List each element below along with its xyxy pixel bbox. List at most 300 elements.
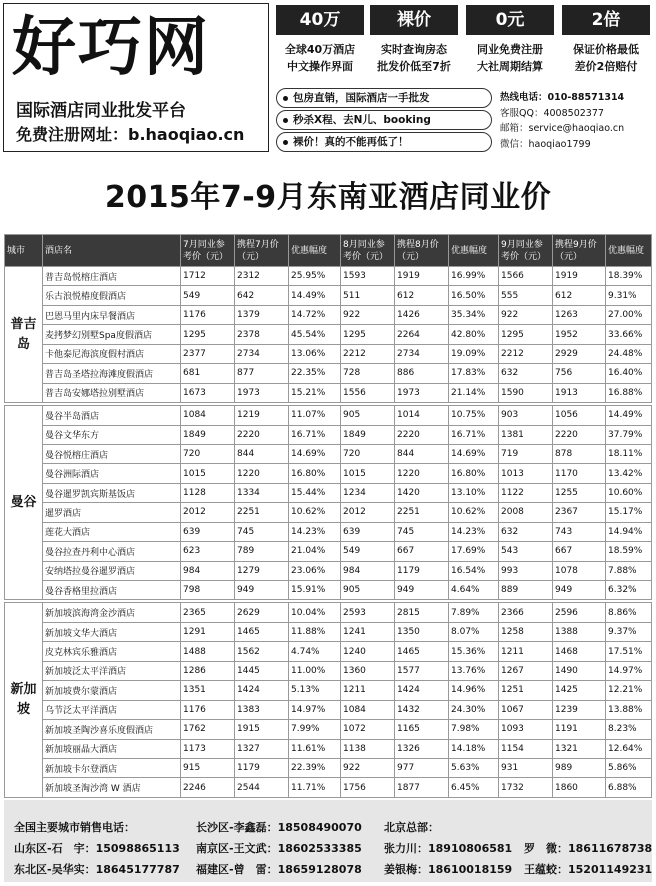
bullet-dot-icon bbox=[283, 96, 288, 101]
price-cell: 14.72% bbox=[289, 305, 341, 324]
register-url[interactable]: 免费注册网址：b.haoqiao.cn bbox=[16, 125, 245, 144]
table-row bbox=[5, 720, 652, 739]
price-cell: 1219 bbox=[235, 406, 289, 425]
price-cell: 11.61% bbox=[289, 739, 341, 758]
footer-contact: 山东区-石 宇：15098865113 bbox=[14, 842, 180, 855]
feature-block-4 bbox=[562, 5, 650, 75]
price-cell: 1128 bbox=[181, 483, 235, 502]
price-cell: 1490 bbox=[553, 661, 606, 680]
price-cell: 14.97% bbox=[289, 700, 341, 719]
hotel-name-cell: 曼谷香格里拉酒店 bbox=[43, 581, 181, 600]
column-header: 酒店名 bbox=[43, 235, 181, 267]
price-cell: 35.34% bbox=[449, 305, 499, 324]
hotel-name-cell: 曼谷拉查丹利中心酒店 bbox=[43, 542, 181, 561]
price-cell: 1321 bbox=[553, 739, 606, 758]
price-cell: 1360 bbox=[341, 661, 395, 680]
price-cell: 1176 bbox=[181, 700, 235, 719]
price-cell: 1211 bbox=[499, 642, 553, 661]
price-cell: 1424 bbox=[395, 681, 449, 700]
price-cell: 2596 bbox=[553, 603, 606, 622]
price-cell: 1093 bbox=[499, 720, 553, 739]
price-cell: 1383 bbox=[235, 700, 289, 719]
sales-footer bbox=[4, 800, 652, 882]
price-cell: 1170 bbox=[553, 464, 606, 483]
table-header-row bbox=[5, 235, 652, 267]
price-cell: 667 bbox=[553, 542, 606, 561]
price-cell: 37.79% bbox=[606, 425, 652, 444]
price-cell: 2629 bbox=[235, 603, 289, 622]
price-cell: 9.37% bbox=[606, 622, 652, 641]
table-body bbox=[5, 267, 652, 798]
footer-title: 全国主要城市销售电话： bbox=[14, 821, 135, 834]
price-cell: 9.31% bbox=[606, 286, 652, 305]
service-qq: 客服QQ：4008502377 bbox=[500, 107, 604, 119]
price-cell: 1067 bbox=[499, 700, 553, 719]
price-cell: 4.74% bbox=[289, 642, 341, 661]
hotel-name-cell: 安纳塔拉曼谷暹罗酒店 bbox=[43, 561, 181, 580]
hotel-name-cell: 曼谷文华东方 bbox=[43, 425, 181, 444]
price-cell: 922 bbox=[341, 758, 395, 777]
footer-contact: 姜银梅：18610018159 bbox=[384, 863, 513, 876]
feature-line: 全球40万酒店 bbox=[284, 43, 356, 56]
price-cell: 14.94% bbox=[606, 522, 652, 541]
hotel-name-cell: 普吉岛安娜塔拉别墅酒店 bbox=[43, 383, 181, 402]
price-cell: 1179 bbox=[395, 561, 449, 580]
price-cell: 1577 bbox=[395, 661, 449, 680]
footer-contact: 长沙区-李鑫磊：18508490070 bbox=[196, 821, 362, 834]
table-row bbox=[5, 542, 652, 561]
hotel-name-cell: 暹罗酒店 bbox=[43, 503, 181, 522]
price-cell: 931 bbox=[499, 758, 553, 777]
price-cell: 1220 bbox=[235, 464, 289, 483]
price-cell: 1173 bbox=[181, 739, 235, 758]
price-cell: 2815 bbox=[395, 603, 449, 622]
price-cell: 1286 bbox=[181, 661, 235, 680]
price-cell: 14.23% bbox=[289, 522, 341, 541]
price-cell: 5.86% bbox=[606, 758, 652, 777]
price-cell: 17.83% bbox=[449, 364, 499, 383]
price-cell: 1295 bbox=[341, 325, 395, 344]
price-cell: 15.36% bbox=[449, 642, 499, 661]
hotel-name-cell: 曼谷洲际酒店 bbox=[43, 464, 181, 483]
footer-contact: 王蕴蛟：15201149231 bbox=[524, 863, 653, 876]
price-cell: 1952 bbox=[553, 325, 606, 344]
price-cell: 632 bbox=[499, 522, 553, 541]
promo-text: 秒杀X程、去N儿、booking bbox=[293, 114, 431, 126]
column-header: 9月同业参考价（元） bbox=[499, 235, 553, 267]
price-cell: 2264 bbox=[395, 325, 449, 344]
table-row bbox=[5, 267, 652, 286]
price-cell: 1072 bbox=[341, 720, 395, 739]
price-cell: 1295 bbox=[499, 325, 553, 344]
price-cell: 1350 bbox=[395, 622, 449, 641]
column-header: 携程9月价（元） bbox=[553, 235, 606, 267]
hotel-name-cell: 曼谷半岛酒店 bbox=[43, 406, 181, 425]
price-cell: 13.06% bbox=[289, 344, 341, 363]
price-cell: 14.18% bbox=[449, 739, 499, 758]
price-cell: 5.13% bbox=[289, 681, 341, 700]
price-cell: 789 bbox=[235, 542, 289, 561]
bullet-dot-icon bbox=[283, 140, 288, 145]
price-cell: 667 bbox=[395, 542, 449, 561]
price-cell: 11.00% bbox=[289, 661, 341, 680]
service-email[interactable]: 邮箱：service@haoqiao.cn bbox=[500, 123, 625, 134]
price-cell: 623 bbox=[181, 542, 235, 561]
price-cell: 612 bbox=[553, 286, 606, 305]
price-cell: 1915 bbox=[235, 720, 289, 739]
price-cell: 1593 bbox=[341, 267, 395, 286]
price-cell: 1291 bbox=[181, 622, 235, 641]
price-cell: 21.14% bbox=[449, 383, 499, 402]
price-cell: 1849 bbox=[341, 425, 395, 444]
table-row bbox=[5, 383, 652, 402]
column-header: 携程8月价（元） bbox=[395, 235, 449, 267]
price-cell: 1326 bbox=[395, 739, 449, 758]
price-cell: 905 bbox=[341, 406, 395, 425]
table-row bbox=[5, 325, 652, 344]
price-cell: 984 bbox=[341, 561, 395, 580]
price-cell: 2593 bbox=[341, 603, 395, 622]
promo-bullet bbox=[276, 110, 492, 130]
promo-text: 包房直销，国际酒店一手批发 bbox=[293, 92, 430, 104]
footer-contact: 福建区-曾 雷：18659128078 bbox=[196, 863, 362, 876]
price-cell: 1234 bbox=[341, 483, 395, 502]
city-cell: 新加坡 bbox=[5, 603, 43, 797]
price-cell: 756 bbox=[553, 364, 606, 383]
price-cell: 889 bbox=[499, 581, 553, 600]
price-cell: 1334 bbox=[235, 483, 289, 502]
price-cell: 33.66% bbox=[606, 325, 652, 344]
price-cell: 1973 bbox=[235, 383, 289, 402]
price-cell: 1913 bbox=[553, 383, 606, 402]
price-cell: 2220 bbox=[235, 425, 289, 444]
price-cell: 15.91% bbox=[289, 581, 341, 600]
price-cell: 8.23% bbox=[606, 720, 652, 739]
price-cell: 720 bbox=[341, 444, 395, 463]
price-cell: 14.23% bbox=[449, 522, 499, 541]
price-cell: 16.99% bbox=[449, 267, 499, 286]
price-cell: 14.69% bbox=[289, 444, 341, 463]
price-cell: 2246 bbox=[181, 778, 235, 797]
price-cell: 639 bbox=[341, 522, 395, 541]
price-cell: 2212 bbox=[499, 344, 553, 363]
price-cell: 745 bbox=[395, 522, 449, 541]
price-cell: 11.07% bbox=[289, 406, 341, 425]
platform-subtitle: 国际酒店同业批发平台 bbox=[16, 101, 186, 121]
price-cell: 23.06% bbox=[289, 561, 341, 580]
price-cell: 1239 bbox=[553, 700, 606, 719]
price-cell: 1015 bbox=[181, 464, 235, 483]
price-cell: 1732 bbox=[499, 778, 553, 797]
hotel-name-cell: 曼谷暹罗凯宾斯基饭店 bbox=[43, 483, 181, 502]
price-cell: 1220 bbox=[395, 464, 449, 483]
table-row bbox=[5, 581, 652, 600]
price-cell: 1919 bbox=[553, 267, 606, 286]
hotel-name-cell: 普吉岛悦榕庄酒店 bbox=[43, 267, 181, 286]
price-cell: 18.39% bbox=[606, 267, 652, 286]
hotel-name-cell: 新加坡丽晶大酒店 bbox=[43, 739, 181, 758]
price-cell: 2366 bbox=[499, 603, 553, 622]
price-cell: 719 bbox=[499, 444, 553, 463]
footer-contact: 张力川：18910806581 bbox=[384, 842, 513, 855]
price-cell: 1179 bbox=[235, 758, 289, 777]
price-cell: 16.80% bbox=[449, 464, 499, 483]
price-cell: 612 bbox=[395, 286, 449, 305]
price-cell: 728 bbox=[341, 364, 395, 383]
price-cell: 1138 bbox=[341, 739, 395, 758]
table-row bbox=[5, 622, 652, 641]
price-cell: 2734 bbox=[395, 344, 449, 363]
price-cell: 1877 bbox=[395, 778, 449, 797]
footer-contact: 南京区-王文武：18602533385 bbox=[196, 842, 362, 855]
price-cell: 1424 bbox=[235, 681, 289, 700]
feature-head: 2倍 bbox=[562, 5, 650, 35]
hotel-name-cell: 新加坡滨海湾金沙酒店 bbox=[43, 603, 181, 622]
price-cell: 17.51% bbox=[606, 642, 652, 661]
hotel-name-cell: 乌节泛太平洋酒店 bbox=[43, 700, 181, 719]
price-cell: 2378 bbox=[235, 325, 289, 344]
price-cell: 1327 bbox=[235, 739, 289, 758]
price-cell: 1566 bbox=[499, 267, 553, 286]
price-cell: 1351 bbox=[181, 681, 235, 700]
price-cell: 1015 bbox=[341, 464, 395, 483]
price-cell: 16.71% bbox=[449, 425, 499, 444]
price-cell: 555 bbox=[499, 286, 553, 305]
feature-line: 差价2倍赔付 bbox=[574, 60, 638, 73]
price-cell: 2251 bbox=[395, 503, 449, 522]
price-cell: 2212 bbox=[341, 344, 395, 363]
price-cell: 7.89% bbox=[449, 603, 499, 622]
promo-text: 裸价！真的不能再低了！ bbox=[293, 136, 409, 148]
price-cell: 8.07% bbox=[449, 622, 499, 641]
price-cell: 15.17% bbox=[606, 503, 652, 522]
price-cell: 1432 bbox=[395, 700, 449, 719]
table-row bbox=[5, 561, 652, 580]
price-cell: 905 bbox=[341, 581, 395, 600]
price-cell: 1255 bbox=[553, 483, 606, 502]
hotel-name-cell: 新加坡文华大酒店 bbox=[43, 622, 181, 641]
price-cell: 10.75% bbox=[449, 406, 499, 425]
price-cell: 877 bbox=[235, 364, 289, 383]
price-cell: 2377 bbox=[181, 344, 235, 363]
price-cell: 984 bbox=[181, 561, 235, 580]
price-cell: 5.63% bbox=[449, 758, 499, 777]
price-cell: 6.88% bbox=[606, 778, 652, 797]
price-cell: 1590 bbox=[499, 383, 553, 402]
table-row bbox=[5, 444, 652, 463]
price-cell: 4.64% bbox=[449, 581, 499, 600]
bullet-dot-icon bbox=[283, 118, 288, 123]
column-header: 优惠幅度 bbox=[289, 235, 341, 267]
price-cell: 14.96% bbox=[449, 681, 499, 700]
price-cell: 14.49% bbox=[289, 286, 341, 305]
price-cell: 7.99% bbox=[289, 720, 341, 739]
price-cell: 12.21% bbox=[606, 681, 652, 700]
price-cell: 10.60% bbox=[606, 483, 652, 502]
price-cell: 642 bbox=[235, 286, 289, 305]
price-cell: 798 bbox=[181, 581, 235, 600]
price-cell: 1176 bbox=[181, 305, 235, 324]
price-cell: 15.44% bbox=[289, 483, 341, 502]
price-cell: 14.49% bbox=[606, 406, 652, 425]
price-cell: 2312 bbox=[235, 267, 289, 286]
table-row bbox=[5, 758, 652, 777]
table-row bbox=[5, 603, 652, 622]
price-cell: 743 bbox=[553, 522, 606, 541]
price-cell: 993 bbox=[499, 561, 553, 580]
feature-head: 0元 bbox=[466, 5, 554, 35]
feature-line: 实时查询房态 bbox=[381, 43, 447, 56]
city-cell: 曼谷 bbox=[5, 406, 43, 600]
price-cell: 1673 bbox=[181, 383, 235, 402]
price-cell: 745 bbox=[235, 522, 289, 541]
hotel-name-cell: 皮克林宾乐雅酒店 bbox=[43, 642, 181, 661]
table-row bbox=[5, 700, 652, 719]
price-cell: 13.42% bbox=[606, 464, 652, 483]
price-cell: 1191 bbox=[553, 720, 606, 739]
price-cell: 1084 bbox=[181, 406, 235, 425]
price-cell: 1973 bbox=[395, 383, 449, 402]
price-cell: 18.59% bbox=[606, 542, 652, 561]
price-cell: 1154 bbox=[499, 739, 553, 758]
price-cell: 681 bbox=[181, 364, 235, 383]
column-header: 8月同业参考价（元） bbox=[341, 235, 395, 267]
price-cell: 7.88% bbox=[606, 561, 652, 580]
hotel-name-cell: 麦拷梦幻别墅Spa度假酒店 bbox=[43, 325, 181, 344]
price-cell: 989 bbox=[553, 758, 606, 777]
feature-block-2 bbox=[370, 5, 458, 75]
price-cell: 1468 bbox=[553, 642, 606, 661]
price-cell: 25.95% bbox=[289, 267, 341, 286]
price-cell: 2734 bbox=[235, 344, 289, 363]
feature-line: 保证价格最低 bbox=[573, 43, 639, 56]
hotel-name-cell: 新加坡费尔蒙酒店 bbox=[43, 681, 181, 700]
price-cell: 1562 bbox=[235, 642, 289, 661]
price-cell: 15.21% bbox=[289, 383, 341, 402]
table-row bbox=[5, 522, 652, 541]
price-cell: 22.35% bbox=[289, 364, 341, 383]
price-cell: 1465 bbox=[235, 622, 289, 641]
price-cell: 1267 bbox=[499, 661, 553, 680]
price-cell: 844 bbox=[395, 444, 449, 463]
table-row bbox=[5, 503, 652, 522]
price-cell: 1240 bbox=[341, 642, 395, 661]
price-cell: 549 bbox=[341, 542, 395, 561]
feature-head: 裸价 bbox=[370, 5, 458, 35]
price-cell: 22.39% bbox=[289, 758, 341, 777]
price-cell: 16.71% bbox=[289, 425, 341, 444]
table-row bbox=[5, 739, 652, 758]
price-cell: 543 bbox=[499, 542, 553, 561]
price-cell: 1258 bbox=[499, 622, 553, 641]
price-cell: 17.69% bbox=[449, 542, 499, 561]
hotel-name-cell: 曼谷悦榕庄酒店 bbox=[43, 444, 181, 463]
price-cell: 18.11% bbox=[606, 444, 652, 463]
hotel-name-cell: 新加坡圣淘沙湾 W 酒店 bbox=[43, 778, 181, 797]
table-row bbox=[5, 681, 652, 700]
wechat: 微信：haoqiao1799 bbox=[500, 138, 591, 150]
table-row bbox=[5, 364, 652, 383]
price-cell: 1013 bbox=[499, 464, 553, 483]
price-cell: 1078 bbox=[553, 561, 606, 580]
hotel-name-cell: 莲花大酒店 bbox=[43, 522, 181, 541]
price-cell: 16.88% bbox=[606, 383, 652, 402]
price-cell: 1465 bbox=[395, 642, 449, 661]
table-row bbox=[5, 286, 652, 305]
price-cell: 1295 bbox=[181, 325, 235, 344]
price-cell: 1251 bbox=[499, 681, 553, 700]
feature-line: 中文操作界面 bbox=[287, 60, 353, 73]
price-cell: 1122 bbox=[499, 483, 553, 502]
price-cell: 1488 bbox=[181, 642, 235, 661]
price-cell: 14.69% bbox=[449, 444, 499, 463]
price-cell: 1919 bbox=[395, 267, 449, 286]
price-cell: 21.04% bbox=[289, 542, 341, 561]
price-cell: 1056 bbox=[553, 406, 606, 425]
hotel-name-cell: 乐古浪悦椿度假酒店 bbox=[43, 286, 181, 305]
footer-contact: 罗 微：18611678738 bbox=[524, 842, 653, 855]
price-cell: 13.10% bbox=[449, 483, 499, 502]
hotel-name-cell: 卡他泰尼海滨度假村酒店 bbox=[43, 344, 181, 363]
footer-contact: 东北区-吴华实：18645177787 bbox=[14, 863, 180, 876]
price-cell: 2220 bbox=[553, 425, 606, 444]
hotel-name-cell: 普吉岛圣塔拉海滩度假酒店 bbox=[43, 364, 181, 383]
price-cell: 1860 bbox=[553, 778, 606, 797]
price-cell: 13.76% bbox=[449, 661, 499, 680]
price-cell: 19.09% bbox=[449, 344, 499, 363]
price-cell: 7.98% bbox=[449, 720, 499, 739]
price-cell: 1241 bbox=[341, 622, 395, 641]
price-cell: 11.88% bbox=[289, 622, 341, 641]
table-row bbox=[5, 778, 652, 797]
column-header: 携程7月价（元） bbox=[235, 235, 289, 267]
price-cell: 1211 bbox=[341, 681, 395, 700]
column-header: 7月同业参考价（元） bbox=[181, 235, 235, 267]
price-cell: 2012 bbox=[181, 503, 235, 522]
hotel-name-cell: 新加坡泛太平洋酒店 bbox=[43, 661, 181, 680]
price-cell: 1756 bbox=[341, 778, 395, 797]
price-cell: 1445 bbox=[235, 661, 289, 680]
price-cell: 16.40% bbox=[606, 364, 652, 383]
price-cell: 11.71% bbox=[289, 778, 341, 797]
brand-logo: 好巧网 bbox=[12, 11, 210, 85]
price-cell: 1420 bbox=[395, 483, 449, 502]
hotel-name-cell: 巴恩马里内床早餐酒店 bbox=[43, 305, 181, 324]
price-cell: 6.45% bbox=[449, 778, 499, 797]
column-header: 城市 bbox=[5, 235, 43, 267]
price-cell: 878 bbox=[553, 444, 606, 463]
hotel-name-cell: 新加坡卡尔登酒店 bbox=[43, 758, 181, 777]
table-row bbox=[5, 406, 652, 425]
feature-block-3 bbox=[466, 5, 554, 75]
price-cell: 1014 bbox=[395, 406, 449, 425]
price-cell: 8.86% bbox=[606, 603, 652, 622]
price-cell: 1165 bbox=[395, 720, 449, 739]
price-cell: 45.54% bbox=[289, 325, 341, 344]
price-cell: 42.80% bbox=[449, 325, 499, 344]
promo-bullets bbox=[276, 88, 492, 154]
price-cell: 2367 bbox=[553, 503, 606, 522]
table-row bbox=[5, 344, 652, 363]
feature-block-1 bbox=[276, 5, 364, 75]
price-cell: 2012 bbox=[341, 503, 395, 522]
price-cell: 949 bbox=[553, 581, 606, 600]
price-cell: 13.88% bbox=[606, 700, 652, 719]
price-cell: 915 bbox=[181, 758, 235, 777]
price-cell: 949 bbox=[235, 581, 289, 600]
page-title: 2015年7-9月东南亚酒店同业价 bbox=[104, 180, 552, 215]
table-row bbox=[5, 661, 652, 680]
